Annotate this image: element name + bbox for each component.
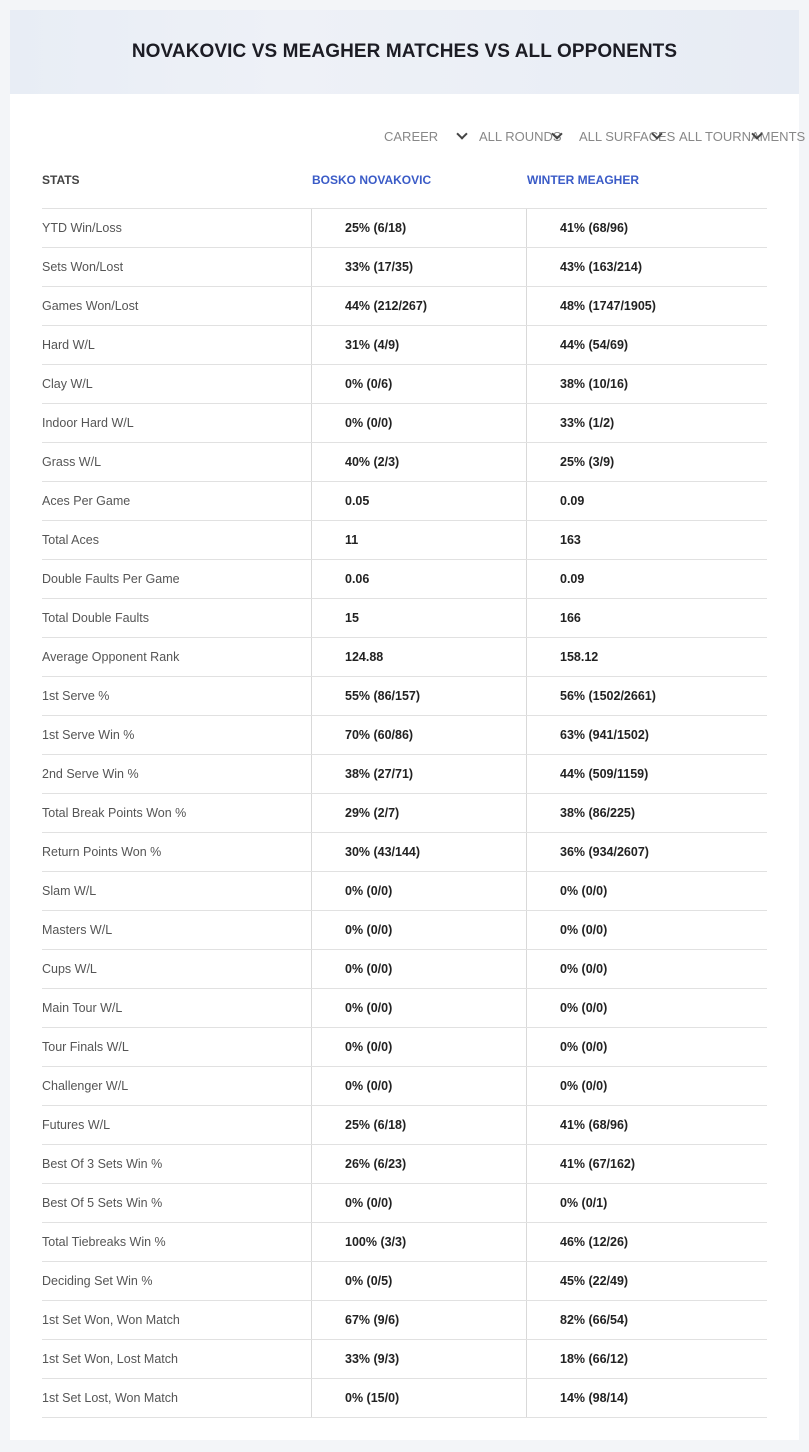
player2-value: 36% (934/2607) [526,833,767,871]
player1-value: 0% (0/0) [311,404,526,442]
stat-label: Sets Won/Lost [42,260,124,274]
stat-label: Aces Per Game [42,494,131,508]
player1-value: 0% (0/0) [311,1184,526,1222]
table-row [42,989,767,1028]
stat-label: YTD Win/Loss [42,221,122,235]
stat-label: Grass W/L [42,455,102,469]
stat-label: Slam W/L [42,884,97,898]
table-row [42,1301,767,1340]
player2-value: 0.09 [526,482,767,520]
table-row [42,209,767,248]
stat-label: 1st Set Lost, Won Match [42,1391,178,1405]
player2-value: 44% (54/69) [526,326,767,364]
page-header [10,10,799,94]
player2-value: 0% (0/1) [526,1184,767,1222]
player1-value: 100% (3/3) [311,1223,526,1261]
stat-label: Hard W/L [42,338,95,352]
stat-label: Tour Finals W/L [42,1040,129,1054]
player2-value: 38% (86/225) [526,794,767,832]
table-row [42,794,767,833]
player1-value: 70% (60/86) [311,716,526,754]
player2-value: 41% (67/162) [526,1145,767,1183]
stat-label: Indoor Hard W/L [42,416,134,430]
player2-value: 82% (66/54) [526,1301,767,1339]
player2-value: 0% (0/0) [526,950,767,988]
table-row [42,248,767,287]
player1-value: 0.05 [311,482,526,520]
player1-value: 31% (4/9) [311,326,526,364]
player1-value: 0% (15/0) [311,1379,526,1417]
player1-value: 25% (6/18) [311,1106,526,1144]
table-row [42,482,767,521]
tournaments-filter-select[interactable] [679,124,806,148]
stat-label: 1st Set Won, Won Match [42,1313,180,1327]
player2-value: 166 [526,599,767,637]
surfaces-filter-select[interactable] [579,124,676,148]
player2-value: 45% (22/49) [526,1262,767,1300]
stat-label: Clay W/L [42,377,93,391]
stat-label: Main Tour W/L [42,1001,123,1015]
stat-label: 1st Serve % [42,689,110,703]
player1-value: 33% (17/35) [311,248,526,286]
page-title: NOVAKOVIC VS MEAGHER MATCHES VS ALL OPPONENTS [131,41,678,62]
stat-label: Best Of 5 Sets Win % [42,1196,163,1210]
table-row [42,1262,767,1301]
player2-value: 48% (1747/1905) [526,287,767,325]
table-row [42,1067,767,1106]
tournaments-filter-value: ALL TOURNAMENTS [679,128,806,144]
player2-value: 41% (68/96) [526,209,767,247]
table-row [42,1106,767,1145]
player1-value: 55% (86/157) [311,677,526,715]
stat-label: Return Points Won % [42,845,162,859]
table-row [42,911,767,950]
table-row [42,638,767,677]
chevron-down-icon [456,128,467,139]
table-row [42,599,767,638]
stat-label: 2nd Serve Win % [42,767,139,781]
player2-value: 33% (1/2) [526,404,767,442]
player1-value: 0% (0/0) [311,911,526,949]
player2-value: 46% (12/26) [526,1223,767,1261]
player1-value: 15 [311,599,526,637]
table-row [42,1379,767,1418]
player1-value: 0% (0/0) [311,872,526,910]
table-row [42,716,767,755]
player2-value: 0% (0/0) [526,989,767,1027]
player2-value: 44% (509/1159) [526,755,767,793]
player1-value: 0% (0/0) [311,989,526,1027]
player1-value: 26% (6/23) [311,1145,526,1183]
stat-label: Total Double Faults [42,611,150,625]
player2-value: 43% (163/214) [526,248,767,286]
player2-value: 0.09 [526,560,767,598]
stat-label: 1st Serve Win % [42,728,135,742]
stat-label: Challenger W/L [42,1079,129,1093]
player1-value: 67% (9/6) [311,1301,526,1339]
player1-value: 30% (43/144) [311,833,526,871]
table-row [42,560,767,599]
player2-value: 0% (0/0) [526,911,767,949]
table-row [42,326,767,365]
stat-label: Deciding Set Win % [42,1274,153,1288]
table-row [42,365,767,404]
stat-label: Double Faults Per Game [42,572,180,586]
stat-label: Total Aces [42,533,99,547]
filter-bar [10,124,806,148]
player1-value: 0% (0/6) [311,365,526,403]
stats-column-header: STATS [42,173,80,187]
stats-card [10,10,806,1440]
rounds-filter-select[interactable] [479,124,561,148]
player1-value: 29% (2/7) [311,794,526,832]
stat-label: Futures W/L [42,1118,111,1132]
player1-value: 0.06 [311,560,526,598]
period-filter-select[interactable] [384,124,466,148]
stat-label: Average Opponent Rank [42,650,180,664]
stat-label: Games Won/Lost [42,299,139,313]
table-row [42,950,767,989]
table-row [42,1028,767,1067]
player2-value: 0% (0/0) [526,1067,767,1105]
player1-value: 33% (9/3) [311,1340,526,1378]
player2-value: 56% (1502/2661) [526,677,767,715]
player2-value: 0% (0/0) [526,1028,767,1066]
player1-value: 11 [311,521,526,559]
period-filter-value: CAREER [384,128,439,144]
player2-value: 38% (10/16) [526,365,767,403]
player2-value: 158.12 [526,638,767,676]
player1-value: 38% (27/71) [311,755,526,793]
player1-value: 44% (212/267) [311,287,526,325]
player2-value: 41% (68/96) [526,1106,767,1144]
stat-label: Total Tiebreaks Win % [42,1235,166,1249]
table-header [42,165,767,209]
player1-value: 124.88 [311,638,526,676]
table-row [42,872,767,911]
player1-value: 40% (2/3) [311,443,526,481]
player1-value: 0% (0/0) [311,950,526,988]
player2-column-header[interactable]: WINTER MEAGHER [527,173,639,187]
table-row [42,1223,767,1262]
player1-column-header[interactable]: BOSKO NOVAKOVIC [312,173,432,187]
player2-value: 14% (98/14) [526,1379,767,1417]
player2-value: 63% (941/1502) [526,716,767,754]
table-row [42,755,767,794]
rounds-filter-value: ALL ROUNDS [479,128,562,144]
table-row [42,1145,767,1184]
table-row [42,833,767,872]
player2-value: 25% (3/9) [526,443,767,481]
player1-value: 25% (6/18) [311,209,526,247]
table-row [42,677,767,716]
stats-table-body [42,209,767,1418]
table-row [42,443,767,482]
table-row [42,287,767,326]
stat-label: 1st Set Won, Lost Match [42,1352,178,1366]
stat-label: Total Break Points Won % [42,806,187,820]
player1-value: 0% (0/0) [311,1028,526,1066]
player2-value: 163 [526,521,767,559]
table-row [42,1340,767,1379]
stat-label: Best Of 3 Sets Win % [42,1157,163,1171]
surfaces-filter-value: ALL SURFACES [579,128,676,144]
table-row [42,404,767,443]
table-row [42,521,767,560]
stat-label: Masters W/L [42,923,113,937]
player2-value: 18% (66/12) [526,1340,767,1378]
table-row [42,1184,767,1223]
player1-value: 0% (0/0) [311,1067,526,1105]
player2-value: 0% (0/0) [526,872,767,910]
player1-value: 0% (0/5) [311,1262,526,1300]
stat-label: Cups W/L [42,962,97,976]
